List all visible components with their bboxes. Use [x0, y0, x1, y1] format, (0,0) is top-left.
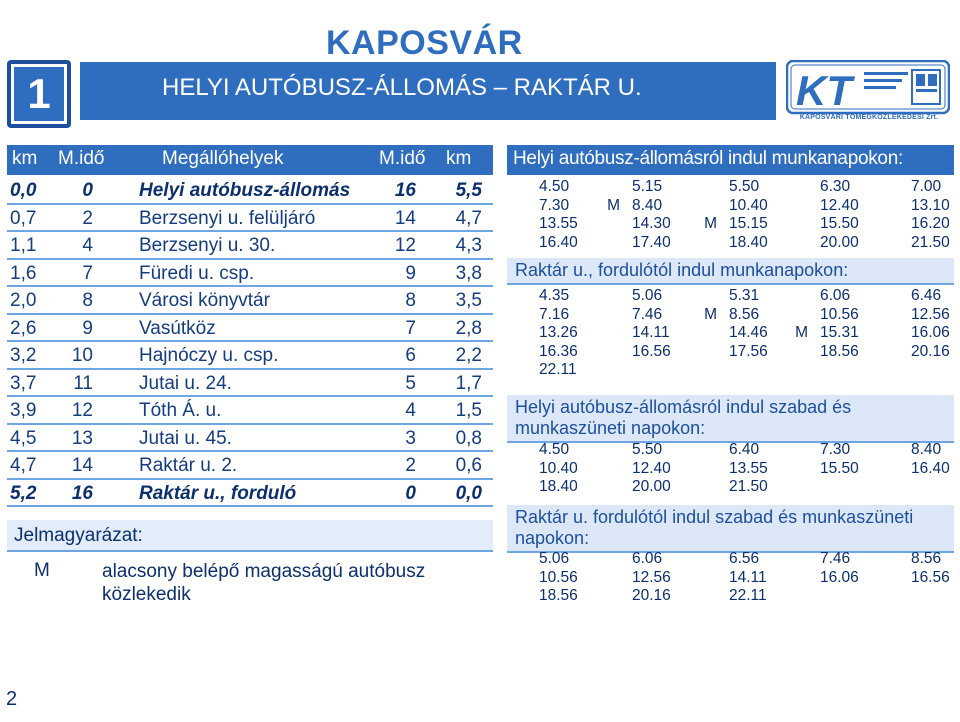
stop-km: 3,2 — [10, 345, 37, 366]
legend-title: Jelmagyarázat: — [14, 525, 143, 546]
departure-time — [820, 234, 859, 252]
departure-time — [729, 478, 768, 496]
departure-time — [632, 441, 662, 459]
page-number: 2 — [6, 688, 18, 710]
stop-time: 16 — [71, 482, 93, 504]
departure-time-value: 16.06 — [911, 324, 950, 341]
departure-time — [820, 215, 859, 233]
route-number-badge — [7, 60, 71, 128]
stop-row — [7, 232, 493, 260]
stop-km-return: 0,6 — [455, 455, 482, 476]
departure-time-value: 5.31 — [729, 287, 760, 304]
departure-time — [911, 460, 950, 478]
departure-time — [729, 178, 759, 196]
departure-time — [820, 460, 859, 478]
departure-time — [729, 197, 768, 215]
departure-time — [539, 178, 569, 196]
departure-time-value: 14.46 — [729, 324, 768, 341]
departure-row — [507, 587, 954, 606]
departure-row — [507, 441, 954, 460]
departure-time — [539, 234, 578, 252]
low-floor-marker: M — [607, 196, 620, 214]
stop-time-return: 9 — [405, 262, 416, 284]
departure-row — [507, 550, 954, 569]
low-floor-marker: M — [704, 305, 717, 323]
stop-row — [7, 370, 493, 398]
stop-km-return: 4,7 — [455, 207, 482, 229]
departure-time — [632, 234, 671, 252]
departure-time — [632, 306, 662, 324]
city-name: KAPOSVÁR — [326, 24, 523, 62]
stop-time: 2 — [82, 207, 93, 229]
departure-time — [820, 569, 859, 587]
departure-time — [632, 324, 670, 342]
departure-time — [539, 197, 569, 215]
departure-time — [539, 215, 578, 233]
departure-time-value: 6.46 — [911, 287, 942, 304]
departure-time — [911, 306, 950, 324]
departure-time-value: 14.11 — [729, 568, 767, 586]
stop-name: Raktár u. 2. — [139, 455, 238, 476]
stop-time-return: 4 — [405, 400, 416, 421]
stop-row — [7, 260, 493, 288]
departure-time-value: 7.46 — [820, 550, 851, 567]
departure-time-value: 7.16 — [539, 305, 570, 323]
departure-time-value: 6.06 — [632, 550, 663, 567]
stop-row — [7, 480, 493, 508]
departure-time — [729, 441, 759, 459]
stop-time: 11 — [73, 372, 93, 394]
stop-km: 0,0 — [10, 180, 37, 201]
departure-time — [820, 441, 850, 459]
departure-time-value: 5.06 — [632, 287, 663, 304]
departure-time — [820, 287, 850, 305]
departure-times-3 — [507, 550, 954, 606]
stop-km: 2,6 — [10, 317, 37, 339]
low-floor-marker: M — [704, 215, 717, 232]
departure-time-value: 12.56 — [632, 568, 671, 586]
departure-row — [507, 343, 954, 362]
departure-times-0 — [507, 178, 954, 252]
departure-time — [632, 569, 671, 587]
stop-km-return: 0,0 — [455, 482, 482, 504]
departure-time — [632, 550, 662, 568]
stop-name: Jutai u. 45. — [139, 427, 232, 449]
schedule-heading-0: Helyi autóbusz-állomásról indul munkanapokon: — [513, 148, 903, 169]
departure-time — [539, 441, 569, 459]
stop-time: 4 — [82, 235, 93, 256]
departure-time — [704, 215, 768, 233]
departure-time-value: 13.26 — [539, 324, 578, 341]
stop-time-return: 5 — [405, 372, 416, 394]
departure-time-value: 7.30 — [539, 196, 570, 214]
departure-time-value: 15.31 — [820, 324, 859, 341]
stop-name: Jutai u. 24. — [139, 372, 232, 394]
departure-time — [911, 234, 950, 252]
col-header-time-return: M.idő — [379, 148, 426, 169]
departure-time — [729, 569, 767, 587]
stop-time: 14 — [71, 455, 93, 476]
stop-name: Hajnóczy u. csp. — [139, 345, 279, 366]
departure-time-value: 4.35 — [539, 287, 570, 304]
departure-time — [632, 478, 671, 496]
departure-time-value: 16.06 — [820, 568, 859, 586]
stop-time-return: 7 — [405, 317, 416, 339]
stop-km: 1,6 — [10, 262, 37, 284]
departure-time — [539, 361, 577, 379]
stop-km: 4,7 — [10, 455, 37, 476]
departure-time-value: 15.15 — [729, 215, 768, 232]
departure-time — [539, 550, 569, 568]
departure-row — [507, 178, 954, 197]
stop-time-return: 16 — [394, 180, 416, 201]
departure-time — [539, 324, 578, 342]
stop-time-return: 12 — [394, 235, 416, 256]
departure-time — [632, 343, 671, 361]
departure-time-value: 12.40 — [632, 459, 671, 477]
stop-km: 3,9 — [10, 400, 37, 421]
col-header-stops: Megállóhelyek — [162, 148, 284, 169]
departure-time — [820, 550, 850, 568]
stop-km: 3,7 — [10, 372, 37, 394]
departure-time — [539, 587, 578, 605]
stop-km-return: 1,7 — [455, 372, 482, 394]
departure-time — [911, 197, 950, 215]
logo-text: KT — [796, 67, 852, 114]
departure-row — [507, 478, 954, 497]
departure-time — [820, 197, 859, 215]
stop-name: Füredi u. csp. — [139, 262, 255, 284]
departure-time-value: 7.30 — [820, 441, 851, 458]
departure-time-value: 12.56 — [911, 305, 950, 323]
stop-time-return: 3 — [405, 427, 416, 449]
departure-time — [729, 234, 768, 252]
stop-name: Helyi autóbusz-állomás — [139, 180, 351, 201]
departure-time — [729, 324, 768, 342]
departure-time-value: 18.40 — [729, 233, 768, 251]
stop-time: 8 — [82, 290, 93, 311]
stop-time: 10 — [71, 345, 93, 366]
departure-time-value: 12.40 — [820, 196, 859, 214]
departure-time-value: 16.56 — [911, 568, 950, 586]
departure-time-value: 8.40 — [911, 441, 942, 458]
departure-time — [607, 196, 663, 215]
departure-time-value: 7.46 — [632, 305, 663, 323]
departure-row — [507, 361, 954, 380]
departure-time — [820, 343, 859, 361]
stop-time-return: 6 — [405, 345, 416, 366]
stop-time-return: 0 — [405, 482, 416, 504]
stop-time: 9 — [82, 317, 93, 339]
departure-times-2 — [507, 441, 954, 497]
stop-list — [7, 177, 493, 507]
stop-time: 7 — [82, 262, 93, 284]
legend-text: alacsony belépő magasságú autóbusz közlekedik — [102, 561, 426, 605]
departure-time-value: 8.56 — [729, 305, 760, 323]
departure-time-value: 14.11 — [632, 324, 670, 341]
departure-time — [539, 460, 578, 478]
departure-time — [729, 587, 767, 605]
stop-km: 0,7 — [10, 207, 37, 229]
departure-time-value: 15.50 — [820, 215, 859, 232]
departure-time-value: 6.56 — [729, 550, 760, 567]
departure-time-value: 8.40 — [632, 196, 663, 214]
departure-time-value: 16.20 — [911, 215, 950, 232]
departure-row — [507, 306, 954, 325]
legend-key: M — [34, 560, 50, 581]
low-floor-marker: M — [795, 324, 808, 341]
departure-time — [539, 287, 569, 305]
departure-time-value: 16.40 — [539, 233, 578, 251]
departure-time-value: 22.11 — [729, 587, 767, 604]
departure-time-value: 5.15 — [632, 178, 663, 195]
departure-time-value: 20.16 — [911, 342, 950, 360]
departure-time — [632, 215, 671, 233]
departure-time — [911, 441, 941, 459]
departure-time-value: 5.06 — [539, 550, 570, 567]
stop-time-return: 2 — [405, 455, 416, 476]
stop-name: Raktár u., forduló — [139, 482, 297, 504]
stop-km-return: 0,8 — [455, 427, 482, 449]
departure-time-value: 10.56 — [820, 305, 859, 323]
departure-time-value: 13.55 — [539, 215, 578, 232]
logo-subtitle: KAPOSVÁRI TÖMEGKÖZLEKEDÉSI Zrt. — [799, 114, 939, 121]
departure-time-value: 6.40 — [729, 441, 760, 458]
departure-time-value: 4.50 — [539, 441, 570, 458]
stop-name: Berzsenyi u. felüljáró — [139, 207, 316, 229]
route-number: 1 — [14, 67, 64, 121]
stop-time-return: 8 — [405, 290, 416, 311]
departure-time-value: 18.56 — [820, 342, 859, 360]
departure-time — [911, 324, 950, 342]
departure-time-value: 15.50 — [820, 459, 859, 477]
stop-time: 12 — [71, 400, 93, 421]
stop-km: 1,1 — [10, 235, 37, 256]
departure-time-value: 21.50 — [911, 233, 950, 251]
stop-row — [7, 397, 493, 425]
departure-time-value: 7.00 — [911, 178, 942, 195]
stop-name: Vasútköz — [139, 317, 216, 339]
schedule-heading-1: Raktár u., fordulótól indul munkanapokon: — [507, 258, 954, 285]
departure-time — [795, 324, 859, 342]
stop-km-return: 3,5 — [455, 290, 482, 311]
stop-time-return: 14 — [394, 207, 416, 229]
departure-time-value: 10.40 — [539, 459, 578, 477]
stop-km: 2,0 — [10, 290, 37, 311]
col-header-km: km — [12, 148, 38, 169]
departure-time-value: 18.40 — [539, 478, 578, 495]
departure-time — [729, 343, 768, 361]
departure-time-value: 17.40 — [632, 233, 671, 251]
departure-time — [820, 306, 859, 324]
stop-km: 4,5 — [10, 427, 37, 449]
stop-row — [7, 315, 493, 343]
departure-time-value: 16.36 — [539, 342, 578, 360]
departure-row — [507, 460, 954, 479]
col-header-km-return: km — [446, 148, 472, 169]
schedule-heading-3: Raktár u. fordulótól indul szabad és munkaszüneti napokon: — [507, 505, 954, 553]
departure-time-value: 5.50 — [632, 441, 663, 458]
departure-time — [704, 305, 760, 324]
departure-time — [632, 178, 662, 196]
stop-row — [7, 425, 493, 453]
departure-row — [507, 287, 954, 306]
departure-row — [507, 215, 954, 234]
stop-time: 13 — [71, 427, 93, 449]
departure-time — [911, 550, 941, 568]
stop-name: Városi könyvtár — [139, 290, 270, 311]
stop-row — [7, 342, 493, 370]
departure-time-value: 20.00 — [632, 478, 671, 495]
departure-time — [539, 569, 578, 587]
departure-time — [539, 343, 578, 361]
stop-row — [7, 205, 493, 233]
departure-time — [729, 287, 759, 305]
departure-time — [539, 306, 569, 324]
departure-times-1 — [507, 287, 954, 380]
departure-time — [539, 478, 578, 496]
departure-time-value: 14.30 — [632, 215, 671, 232]
departure-time — [911, 178, 941, 196]
stop-name: Berzsenyi u. 30. — [139, 235, 276, 256]
stop-km-return: 2,8 — [455, 317, 482, 339]
departure-time — [820, 178, 850, 196]
route-title: HELYI AUTÓBUSZ-ÁLLOMÁS – RAKTÁR U. — [162, 74, 642, 101]
departure-time-value: 21.50 — [729, 478, 768, 495]
stop-km-return: 2,2 — [455, 345, 482, 366]
schedule-heading-2: Helyi autóbusz-állomásról indul szabad és munkaszüneti napokon: — [507, 395, 954, 443]
departure-time-value: 10.56 — [539, 568, 578, 586]
departure-time-value: 20.16 — [632, 587, 671, 604]
departure-time — [729, 460, 768, 478]
stop-km-return: 3,8 — [455, 262, 482, 284]
stop-name: Tóth Á. u. — [139, 400, 222, 421]
departure-time — [911, 287, 941, 305]
departure-row — [507, 197, 954, 216]
departure-time-value: 10.40 — [729, 196, 768, 214]
departure-time-value: 5.50 — [729, 178, 760, 195]
stop-row — [7, 177, 493, 205]
departure-time — [729, 550, 759, 568]
departure-time-value: 16.56 — [632, 342, 671, 360]
departure-time — [632, 587, 671, 605]
stop-time: 0 — [82, 180, 93, 201]
departure-time-value: 13.55 — [729, 459, 768, 477]
departure-row — [507, 569, 954, 588]
departure-row — [507, 234, 954, 253]
departure-time-value: 13.10 — [911, 196, 950, 214]
departure-time-value: 20.00 — [820, 233, 859, 251]
departure-time — [911, 343, 950, 361]
departure-time — [632, 287, 662, 305]
col-header-time: M.idő — [58, 148, 105, 169]
stop-km-return: 1,5 — [455, 400, 482, 421]
departure-time-value: 22.11 — [539, 361, 577, 378]
departure-row — [507, 324, 954, 343]
departure-time — [911, 569, 950, 587]
stop-row — [7, 287, 493, 315]
departure-time-value: 4.50 — [539, 178, 570, 195]
departure-time — [632, 460, 671, 478]
departure-time-value: 6.06 — [820, 287, 851, 304]
departure-time-value: 17.56 — [729, 342, 768, 360]
departure-time — [911, 215, 950, 233]
departure-time-value: 6.30 — [820, 178, 851, 195]
departure-time-value: 18.56 — [539, 587, 578, 604]
departure-time-value: 8.56 — [911, 550, 942, 567]
stop-row — [7, 452, 493, 480]
departure-time-value: 16.40 — [911, 459, 950, 477]
stop-km: 5,2 — [10, 482, 37, 504]
stop-km-return: 4,3 — [455, 235, 482, 256]
stop-km-return: 5,5 — [455, 180, 482, 201]
